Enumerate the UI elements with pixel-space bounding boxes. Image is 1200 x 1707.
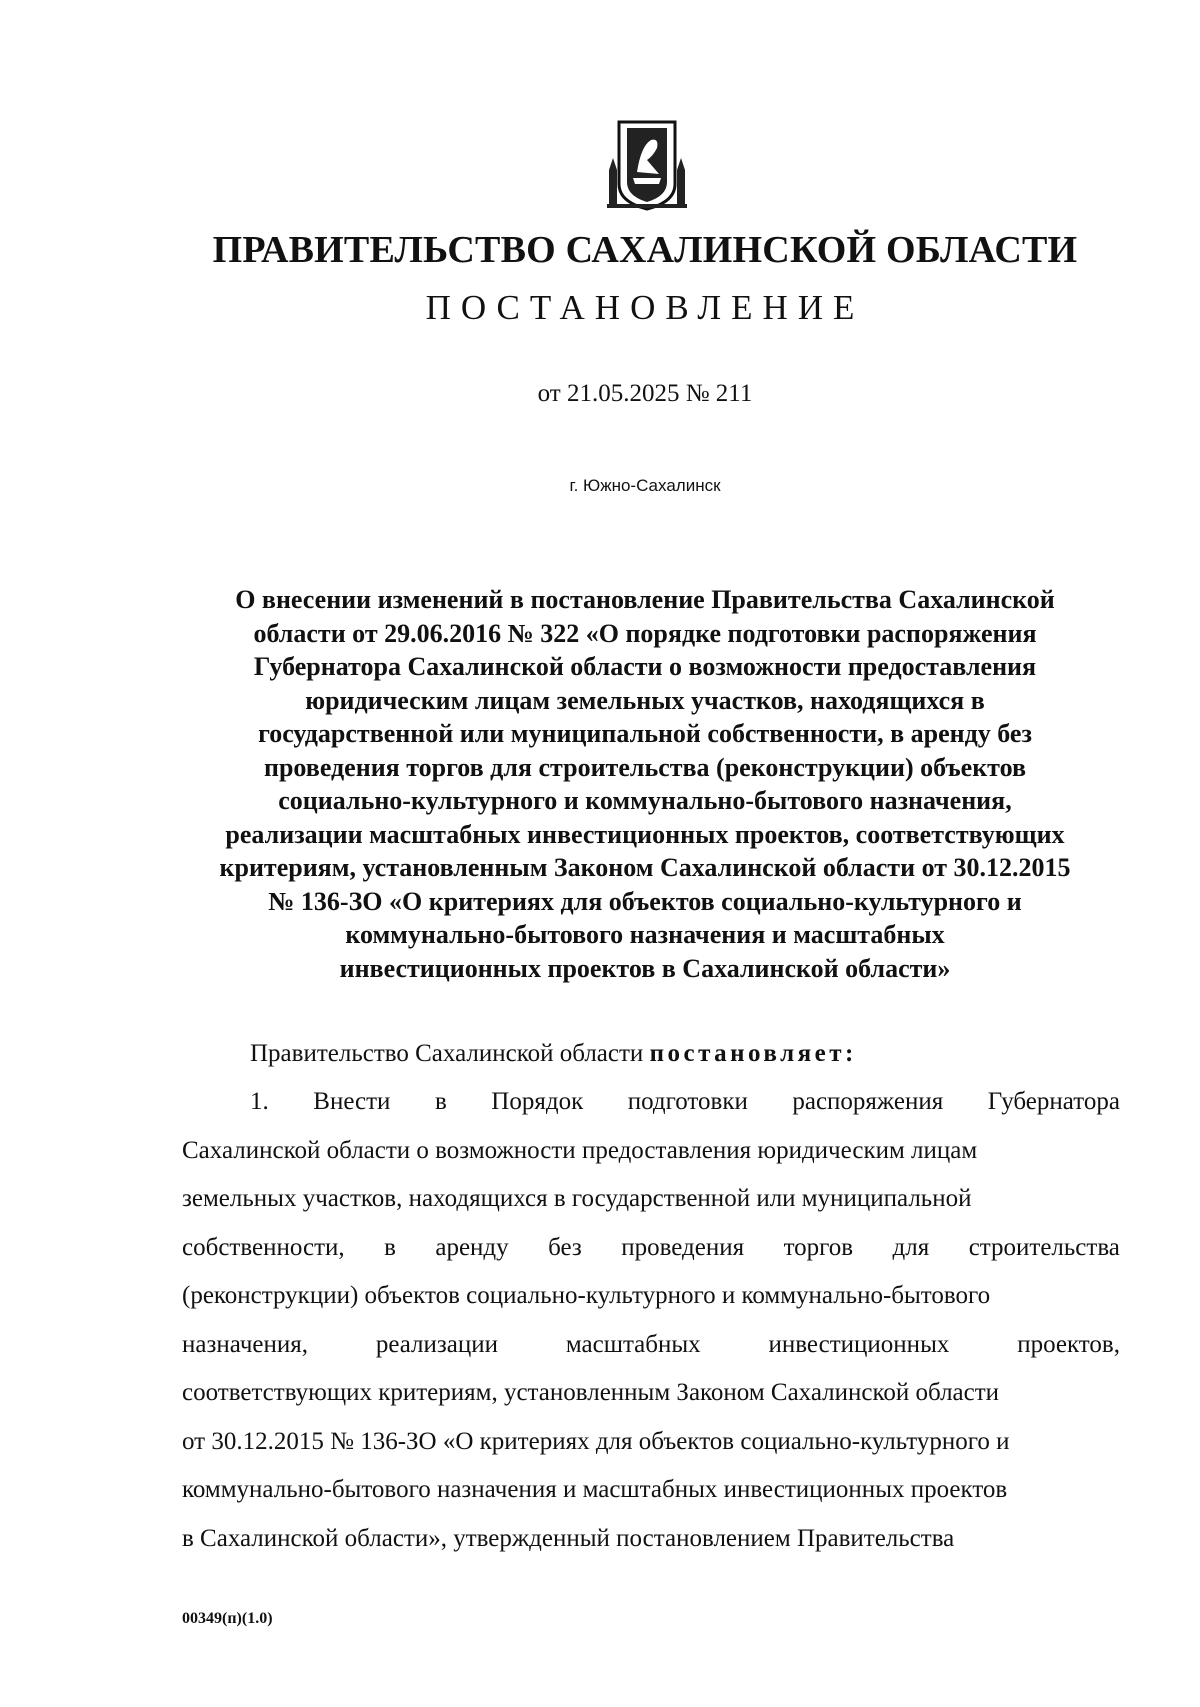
body-word: торгов [783,1233,854,1261]
body-line [182,1184,1120,1233]
intro-text: Правительство Сахалинской области [250,1040,650,1067]
title-line: реализации масштабных инвестиционных проектов, соответствующих [225,819,1065,849]
title-line: области от 29.06.2016 № 322 «О порядке подготовки распоряжения [253,618,1037,648]
body-paragraph [182,1087,1120,1572]
body-word: (реконструкции) объектов социально-культурного и коммунально-бытового [182,1282,991,1309]
body-line [182,1524,1120,1573]
document-place: г. Южно-Сахалинск [569,476,721,495]
organization-title: ПРАВИТЕЛЬСТВО САХАЛИНСКОЙ ОБЛАСТИ [212,229,1078,271]
title-line: критериям, установленным Законом Сахалинской области от 30.12.2015 [219,853,1071,882]
title-line: Губернатора Сахалинской области о возможности предоставления [253,652,1037,681]
body-word: распоряжения [792,1088,944,1115]
body-word: Сахалинской области о возможности предоставления юридическим лицам [182,1136,978,1164]
body-word: для [892,1233,930,1261]
document-type: ПОСТАНОВЛЕНИЕ [425,288,865,327]
body-word: без [548,1233,582,1261]
body-word: Внести [313,1088,391,1115]
document-title [170,583,1120,985]
title-line: инвестиционных проектов в Сахалинской области» [339,953,951,983]
coat-of-arms-emblem [597,112,697,212]
body-word: проектов, [1017,1330,1120,1358]
title-line: социально-культурного и коммунально-бытового назначения, [278,786,1012,815]
body-line [182,1475,1120,1524]
body-line [182,1136,1120,1185]
body-word: масштабных [565,1330,701,1358]
body-line [182,1330,1120,1379]
body-line [182,1087,1120,1136]
body-word: Губернатора [987,1088,1120,1115]
body-word: 1. [250,1088,269,1115]
body-word: инвестиционных [768,1330,950,1358]
body-word: проведения [621,1233,745,1261]
intro-paragraph [250,1040,857,1068]
body-word: Порядок [491,1088,584,1115]
body-word: земельных участков, находящихся в государственной или муниципальной [182,1185,972,1212]
body-word: в Сахалинской области», утвержденный постановлением Правительства [182,1524,955,1552]
body-word: коммунально-бытового назначения и масштабных инвестиционных проектов [182,1476,1008,1503]
body-word: реализации [375,1330,499,1358]
body-word: подготовки [627,1088,748,1115]
body-word: аренду [435,1233,509,1261]
body-word: соответствующих критериям, установленным Законом Сахалинской области [182,1379,1000,1406]
body-line [182,1427,1120,1476]
body-word: в [384,1233,396,1261]
title-line: № 136-ЗО «О критериях для объектов социально-культурного и [268,886,1022,916]
title-line: государственной или муниципальной собственности, в аренду без [258,719,1032,748]
title-line: коммунально-бытового назначения и масштабных [345,920,945,949]
document-date-number: от 21.05.2025 № 211 [537,380,753,407]
body-word: в [434,1088,447,1115]
body-line [182,1378,1120,1427]
title-line: юридическим лицам земельных участков, находящихся в [305,685,985,715]
body-word: от 30.12.2015 № 136-ЗО «О критериях для объектов социально-культурного и [182,1427,1010,1455]
body-word: назначения, [182,1330,309,1358]
body-line [182,1233,1120,1282]
title-line: проведения торгов для строительства (реконструкции) объектов [263,752,1027,782]
footer-form-code: 00349(п)(1.0) [182,1610,273,1627]
body-word: строительства [968,1233,1120,1261]
body-word: собственности, [182,1233,345,1261]
body-line [182,1281,1120,1330]
title-line: О внесении изменений в постановление Правительства Сахалинской [235,585,1055,614]
intro-emphasis: постановляет: [649,1040,857,1067]
